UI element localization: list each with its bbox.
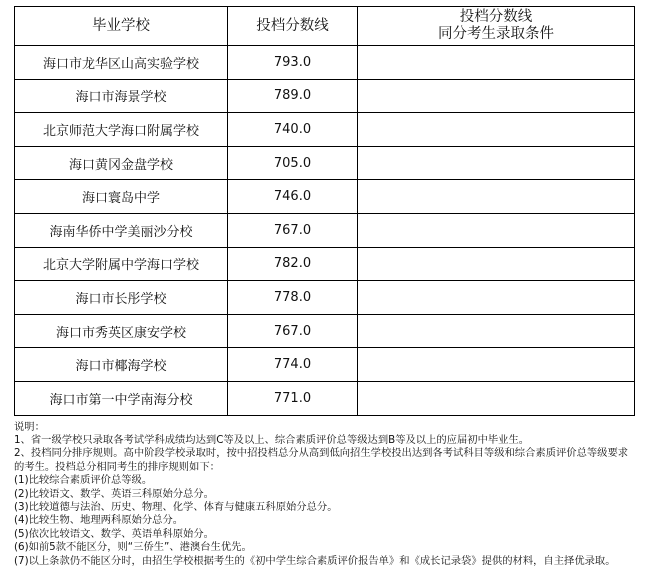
school-cell: 海口市海景学校 bbox=[15, 79, 228, 113]
condition-cell bbox=[358, 180, 635, 214]
condition-cell bbox=[358, 247, 635, 281]
score-cell: 774.0 bbox=[228, 348, 358, 382]
score-cell: 793.0 bbox=[228, 46, 358, 80]
table-row bbox=[15, 113, 635, 147]
table-row bbox=[15, 180, 635, 214]
school-cell: 海口市长彤学校 bbox=[15, 281, 228, 315]
score-cell: 782.0 bbox=[228, 247, 358, 281]
admission-score-table bbox=[14, 6, 635, 416]
condition-cell bbox=[358, 46, 635, 80]
note-item: 1、省一级学校只录取各考试学科成绩均达到C等及以上、综合素质评价总等级达到B等及以上的应届初中毕业生。 bbox=[14, 433, 530, 446]
score-cell: 778.0 bbox=[228, 281, 358, 315]
table-row bbox=[15, 247, 635, 281]
score-cell: 740.0 bbox=[228, 113, 358, 147]
header-school: 毕业学校 bbox=[15, 7, 228, 46]
header-tie-line2: 同分考生录取条件 bbox=[438, 26, 554, 42]
table-row bbox=[15, 281, 635, 315]
table-row bbox=[15, 46, 635, 80]
school-cell: 海口市龙华区山高实验学校 bbox=[15, 46, 228, 80]
condition-cell bbox=[358, 113, 635, 147]
table-row bbox=[15, 381, 635, 415]
note-item: (5)依次比较语文、数学、英语单科原始分。 bbox=[14, 527, 214, 540]
note-item: (7)以上条款仍不能区分时，由招生学校根据考生的《初中学生综合素质评价报告单》和《成长记录袋》提供的材料，自主择优录取。 bbox=[14, 554, 616, 567]
score-cell: 746.0 bbox=[228, 180, 358, 214]
score-cell: 705.0 bbox=[228, 146, 358, 180]
notes-title: 说明： bbox=[14, 420, 45, 433]
table-header-row bbox=[15, 7, 635, 46]
note-item: (6)如前5款不能区分，则“三侨生”、港澳台生优先。 bbox=[14, 541, 252, 554]
condition-cell bbox=[358, 79, 635, 113]
school-cell: 海口寰岛中学 bbox=[15, 180, 228, 214]
note-item: (2)比较语文、数学、英语三科原始分总分。 bbox=[14, 487, 214, 500]
score-cell: 767.0 bbox=[228, 213, 358, 247]
school-cell: 海口黄冈金盘学校 bbox=[15, 146, 228, 180]
header-tie-line1: 投档分数线 bbox=[459, 9, 533, 25]
school-cell: 海南华侨中学美丽沙分校 bbox=[15, 213, 228, 247]
condition-cell bbox=[358, 213, 635, 247]
score-cell: 771.0 bbox=[228, 381, 358, 415]
condition-cell bbox=[358, 281, 635, 315]
condition-cell bbox=[358, 381, 635, 415]
table-row bbox=[15, 213, 635, 247]
table-row bbox=[15, 79, 635, 113]
condition-cell bbox=[358, 146, 635, 180]
admission-document bbox=[14, 6, 634, 568]
score-cell: 767.0 bbox=[228, 314, 358, 348]
table-row bbox=[15, 348, 635, 382]
table-row bbox=[15, 314, 635, 348]
condition-cell bbox=[358, 314, 635, 348]
school-cell: 海口市第一中学南海分校 bbox=[15, 381, 228, 415]
score-cell: 789.0 bbox=[228, 79, 358, 113]
table-row bbox=[15, 146, 635, 180]
notes-section bbox=[14, 421, 634, 568]
school-cell: 海口市椰海学校 bbox=[15, 348, 228, 382]
note-item: (3)比较道德与法治、历史、物理、化学、体育与健康五科原始分总分。 bbox=[14, 500, 338, 513]
school-cell: 北京大学附属中学海口学校 bbox=[15, 247, 228, 281]
school-cell: 北京师范大学海口附属学校 bbox=[15, 113, 228, 147]
note-item: 2、投档同分排序规则。高中阶段学校录取时，按中招投档总分从高到低向招生学校投出达到各考试科目等级和综合素质评价总等级要求的考生。投档总分相同考生的排序规则如下： bbox=[14, 447, 629, 473]
header-score: 投档分数线 bbox=[228, 7, 358, 46]
condition-cell bbox=[358, 348, 635, 382]
school-cell: 海口市秀英区康安学校 bbox=[15, 314, 228, 348]
header-tie-condition bbox=[358, 7, 635, 46]
note-item: (4)比较生物、地理两科原始分总分。 bbox=[14, 514, 184, 527]
note-item: (1)比较综合素质评价总等级。 bbox=[14, 474, 153, 487]
